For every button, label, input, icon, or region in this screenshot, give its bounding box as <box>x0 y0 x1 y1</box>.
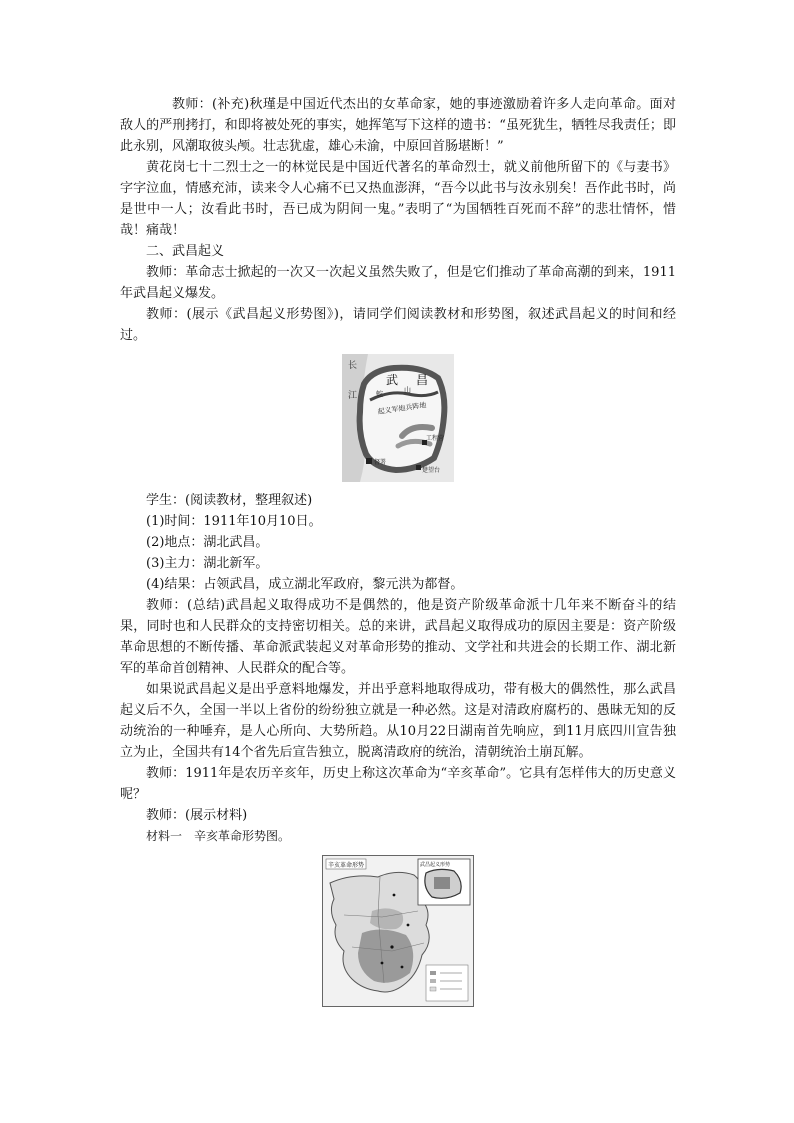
artillery-label: 起义军炮兵阵地 <box>377 401 427 416</box>
river-label-jiang: 江 <box>348 391 358 401</box>
paragraph-teacher-intro: 教师：革命志士掀起的一次又一次起义虽然失败了，但是它们推动了革命高潮的到来，1911年武昌起义爆发。 <box>120 265 676 301</box>
city-label-chang: 昌 <box>416 373 429 387</box>
wuchang-map-svg <box>342 354 454 482</box>
tower-label: 楚望台 <box>422 467 441 474</box>
governor-label: 督署 <box>374 459 387 466</box>
paragraph-teacher-show-map: 教师：(展示《武昌起义形势图》)，请同学们阅读教材和形势图，叙述武昌起义的时间和经过。 <box>120 307 676 343</box>
governor-marker <box>366 458 372 464</box>
paragraph-teacher-summary: 教师：(总结)武昌起义取得成功不是偶然的，他是资产阶级革命派十几年来不断奋斗的结果，同时也和人民群众的支持密切相关。总的来讲，武昌起义取得成功的原因主要是：资产阶级革命思想的不断传播、革命派武装起义对革命形势的推动、文学社和共进会的长期工作、湖北新军的革命首创精神、人民群众的配合等。 <box>120 598 676 676</box>
document-page <box>120 94 676 1007</box>
tower-marker <box>416 465 421 470</box>
xinhai-revolution-map <box>120 855 676 1007</box>
student-reading: 学生：(阅读教材，整理叙述) <box>146 493 313 508</box>
paragraph-linjuemin: 黄花岗七十二烈士之一的林觉民是中国近代著名的革命烈士，就义前他所留下的《与妻书》字字泣血，情感充沛，读来令人心痛不已又热血澎湃，“吾今以此书与汝永别矣！吾作此书时，尚是世中一人；汝看此书时，吾已成为阴间一鬼。”表明了“为国牺牲百死而不辞”的悲壮情怀，惜哉！痛哉！ <box>120 160 676 238</box>
city-wall <box>360 368 445 470</box>
paragraph-provinces-independence: 如果说武昌起义是出乎意料地爆发，并出乎意料地取得成功，带有极大的偶然性，那么武昌起义后不久，全国一半以上省份的纷纷独立就是一种必然。这是对清政府腐朽的、愚昧无知的反动统治的一种唾弃，是人心所向、大势所趋。从10月22日湖南首先响应，到11月底四川宣告独立为止，全国共有14个省先后宣告独立，脱离清政府的统治，清朝统治土崩瓦解。 <box>120 682 676 760</box>
inset-map-title: 武昌起义形势 <box>420 862 451 868</box>
xinhai-map-title: 辛亥革命形势 <box>328 862 365 869</box>
xinhai-map-svg <box>322 855 474 1007</box>
hill-label-shan: 山 <box>404 386 411 394</box>
item-location: (2)地点：湖北武昌。 <box>146 535 269 550</box>
wuchang-uprising-map <box>120 354 676 482</box>
item-time: (1)时间：1911年10月10日。 <box>146 514 322 529</box>
item-result: (4)结果：占领武昌，成立湖北军政府，黎元洪为都督。 <box>146 577 464 592</box>
engineer-label: 工程营 <box>426 435 445 442</box>
paragraph-qiujin: 教师：(补充)秋瑾是中国近代杰出的女革命家，她的事迹激励着许多人走向革命。面对敌人的严刑拷打，和即将被处死的事实，她挥笔写下这样的遗书：“虽死犹生，牺牲尽我责任；即此永别，风潮取彼头颅。壮志犹虚，雄心未渝，中原回首肠堪断！” <box>120 97 676 154</box>
paragraph-show-material: 教师：(展示材料) <box>146 808 248 823</box>
hill-label-she: 蛇 <box>376 390 383 398</box>
river-label-chang: 长 <box>348 361 358 371</box>
section-heading-wuchang: 二、武昌起义 <box>146 244 225 259</box>
item-main-force: (3)主力：湖北新军。 <box>146 556 269 571</box>
paragraph-xinhai-question: 教师：1911年是农历辛亥年，历史上称这次革命为“辛亥革命”。它具有怎样伟大的历史意义呢？ <box>120 766 676 802</box>
city-label-wu: 武 <box>386 373 399 387</box>
material-one-caption: 材料一 辛亥革命形势图。 <box>146 829 291 843</box>
